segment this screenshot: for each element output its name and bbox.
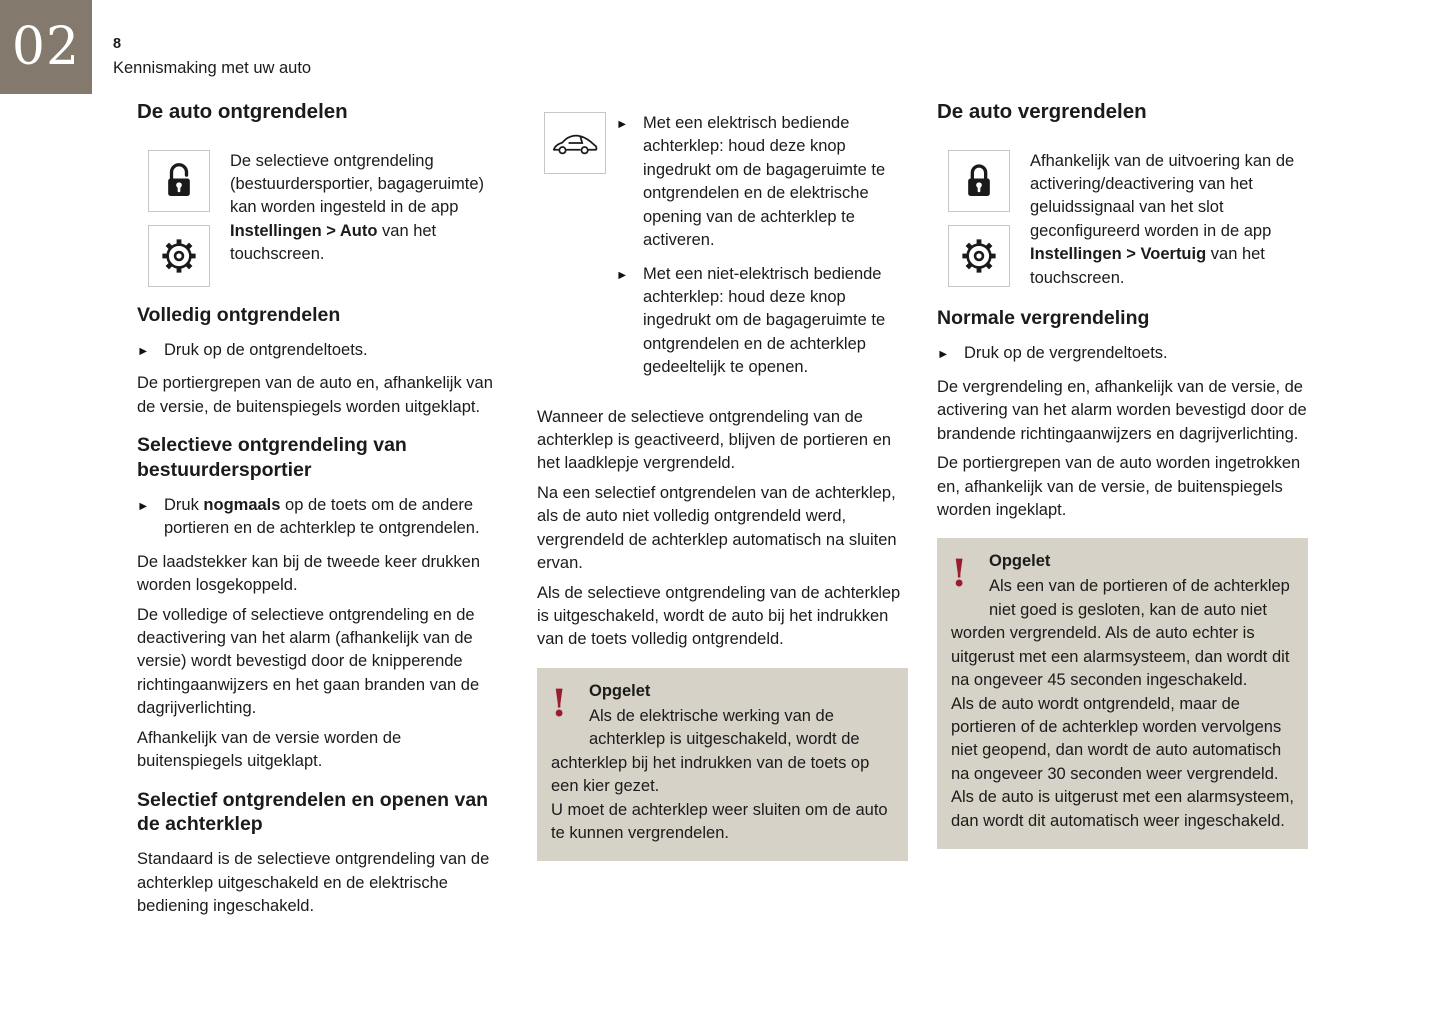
warning-text: Als de elektrische werking van de achterklep is uitgeschakeld, wordt de achterklep bij het indrukken van de toets op een kier gezet. [551,706,870,796]
intro-text: De selectieve ontgrendeling (bestuurdersportier, bagageruimte) kan worden ingesteld in de app [230,151,485,217]
instruction-text-part: op de toets om de andere portieren en de achterklep te ontgrendelen. [164,495,480,538]
arrow-bullet-icon [616,263,631,380]
body-paragraph: De portiergrepen van de auto worden ingetrokken en, afhankelijk van de versie, de buitenspiegels worden ingeklapt. [937,454,1301,519]
warning-title: Opgelet [989,552,1051,571]
warning-text: Als de auto wordt ontgrendeld, maar de portieren of de achterklep worden vervolgens niet geopend, dan wordt de auto automatisch na ongeveer 30 seconden weer vergrendeld. Als de auto is uitgerust met een alarmsysteem, dan wordt dit automatisch weer ingeschakeld. [951,694,1294,830]
unlock-intro-text [230,150,508,287]
instruction-item [137,339,508,362]
intro-text: Afhankelijk van de uitvoering kan de activering/deactivering van het geluidssignaal van het slot geconfigureerd worden in de app [1030,151,1295,240]
page-number: 8 [113,36,122,52]
tailgate-instructions [616,112,908,390]
heading-normal-lock: Normale vergrendeling [937,307,1150,330]
instruction-item [616,112,908,253]
column-tailgate [537,100,908,925]
instruction-text: Druk op de ontgrendeltoets. [164,340,368,359]
arrow-bullet-icon [937,342,952,365]
chapter-title: Kennismaking met uw auto [113,59,312,77]
instruction-text: Met een elektrisch bediende achterklep: houd deze knop ingedrukt om de bagageruimte te ontgrendelen en de elektrische opening van de achterklep te activeren. [643,114,886,250]
tailgate-intro-block [537,112,908,390]
body-paragraph: Na een selectief ontgrendelen van de achterklep, als de auto niet volledig ontgrendeld werd, vergrendeld de achterklep automatisch na sluiten ervan. [537,483,897,573]
settings-path: Instellingen > Auto [230,221,378,240]
section-title-lock: De auto vergrendelen [937,100,1147,123]
body-paragraph: Afhankelijk van de versie worden de buitenspiegels uitgeklapt. [137,728,402,771]
heading-selective-unlock: Selectieve ontgrendeling van bestuurdersportier [137,434,407,481]
instruction-text-part: Druk [164,495,204,514]
car-tailgate-icon [544,112,606,174]
warning-exclamation-icon [551,680,589,732]
body-paragraph: Wanneer de selectieve ontgrendeling van de achterklep is geactiveerd, blijven de portieren en het laadklepje vergrendeld. [537,407,892,473]
warning-box [937,538,1308,849]
gear-icon [948,225,1010,287]
instruction-item [616,263,908,380]
unlock-padlock-icon [148,150,210,212]
body-paragraph: De volledige of selectieve ontgrendeling en de deactivering van het alarm (afhankelijk van de versie) wordt bevestigd door de knipperende richtingaanwijzers en het gaan branden van de dagrijverlichting. [137,605,480,718]
emphasis-text: nogmaals [203,495,281,514]
gear-icon [148,225,210,287]
body-paragraph: De vergrendeling en, afhankelijk van de versie, de activering van het alarm worden bevestigd door de brandende richtingaanwijzers en dagrijverlichting. [937,377,1307,443]
chapter-number-tab [0,0,92,94]
column-lock [937,100,1308,925]
icon-stack [948,150,1010,291]
content-columns [137,100,1308,925]
instruction-text: Met een niet-elektrisch bediende achterklep: houd deze knop ingedrukt om de bagageruimte te ontgrendelen en de achterklep gedeeltelijk te openen. [643,264,886,377]
lock-padlock-icon [948,150,1010,212]
body-paragraph: De laadstekker kan bij de tweede keer drukken worden losgekoppeld. [137,552,481,595]
heading-selective-tailgate: Selectief ontgrendelen en openen van de achterklep [137,788,489,835]
body-paragraph: Als de selectieve ontgrendeling van de achterklep is uitgeschakeld, wordt de auto bij het indrukken van de toets volledig ontgrendeld. [537,583,901,649]
warning-text: Als een van de portieren of de achterklep niet goed is gesloten, kan de auto niet worden vergrendeld. Als de auto echter is uitgerust met een alarmsysteem, dan wordt dit na ongeveer 45 seconden ingeschakeld. [951,577,1290,690]
instruction-item [937,342,1308,365]
lock-intro-block [937,150,1308,291]
icon-stack [544,112,606,390]
icon-stack [148,150,210,287]
column-unlock [137,100,508,925]
arrow-bullet-icon [616,112,631,253]
instruction-item [137,494,508,541]
instruction-text [164,494,508,541]
arrow-bullet-icon [137,339,152,362]
chapter-number: 02 [11,17,81,77]
arrow-bullet-icon [137,494,152,541]
intro-text: van het touchscreen. [230,221,437,264]
section-title-unlock: De auto ontgrendelen [137,100,348,123]
warning-box [537,668,908,862]
body-paragraph: De portiergrepen van de auto en, afhankelijk van de versie, de buitenspiegels worden uitgeklapt. [137,374,493,416]
body-paragraph: Standaard is de selectieve ontgrendeling van de achterklep uitgeschakeld en de elektrische bediening ingeschakeld. [137,850,490,916]
warning-text: U moet de achterklep weer sluiten om de auto te kunnen vergrendelen. [551,800,888,842]
warning-title: Opgelet [589,681,651,700]
unlock-intro-block [137,150,508,287]
heading-full-unlock: Volledig ontgrendelen [137,303,341,326]
lock-intro-text [1030,150,1308,291]
page-header [113,36,311,78]
settings-path: Instellingen > Voertuig [1030,245,1207,264]
warning-exclamation-icon [951,550,989,602]
instruction-text: Druk op de vergrendeltoets. [964,344,1168,363]
intro-text: van het touchscreen. [1030,245,1265,287]
